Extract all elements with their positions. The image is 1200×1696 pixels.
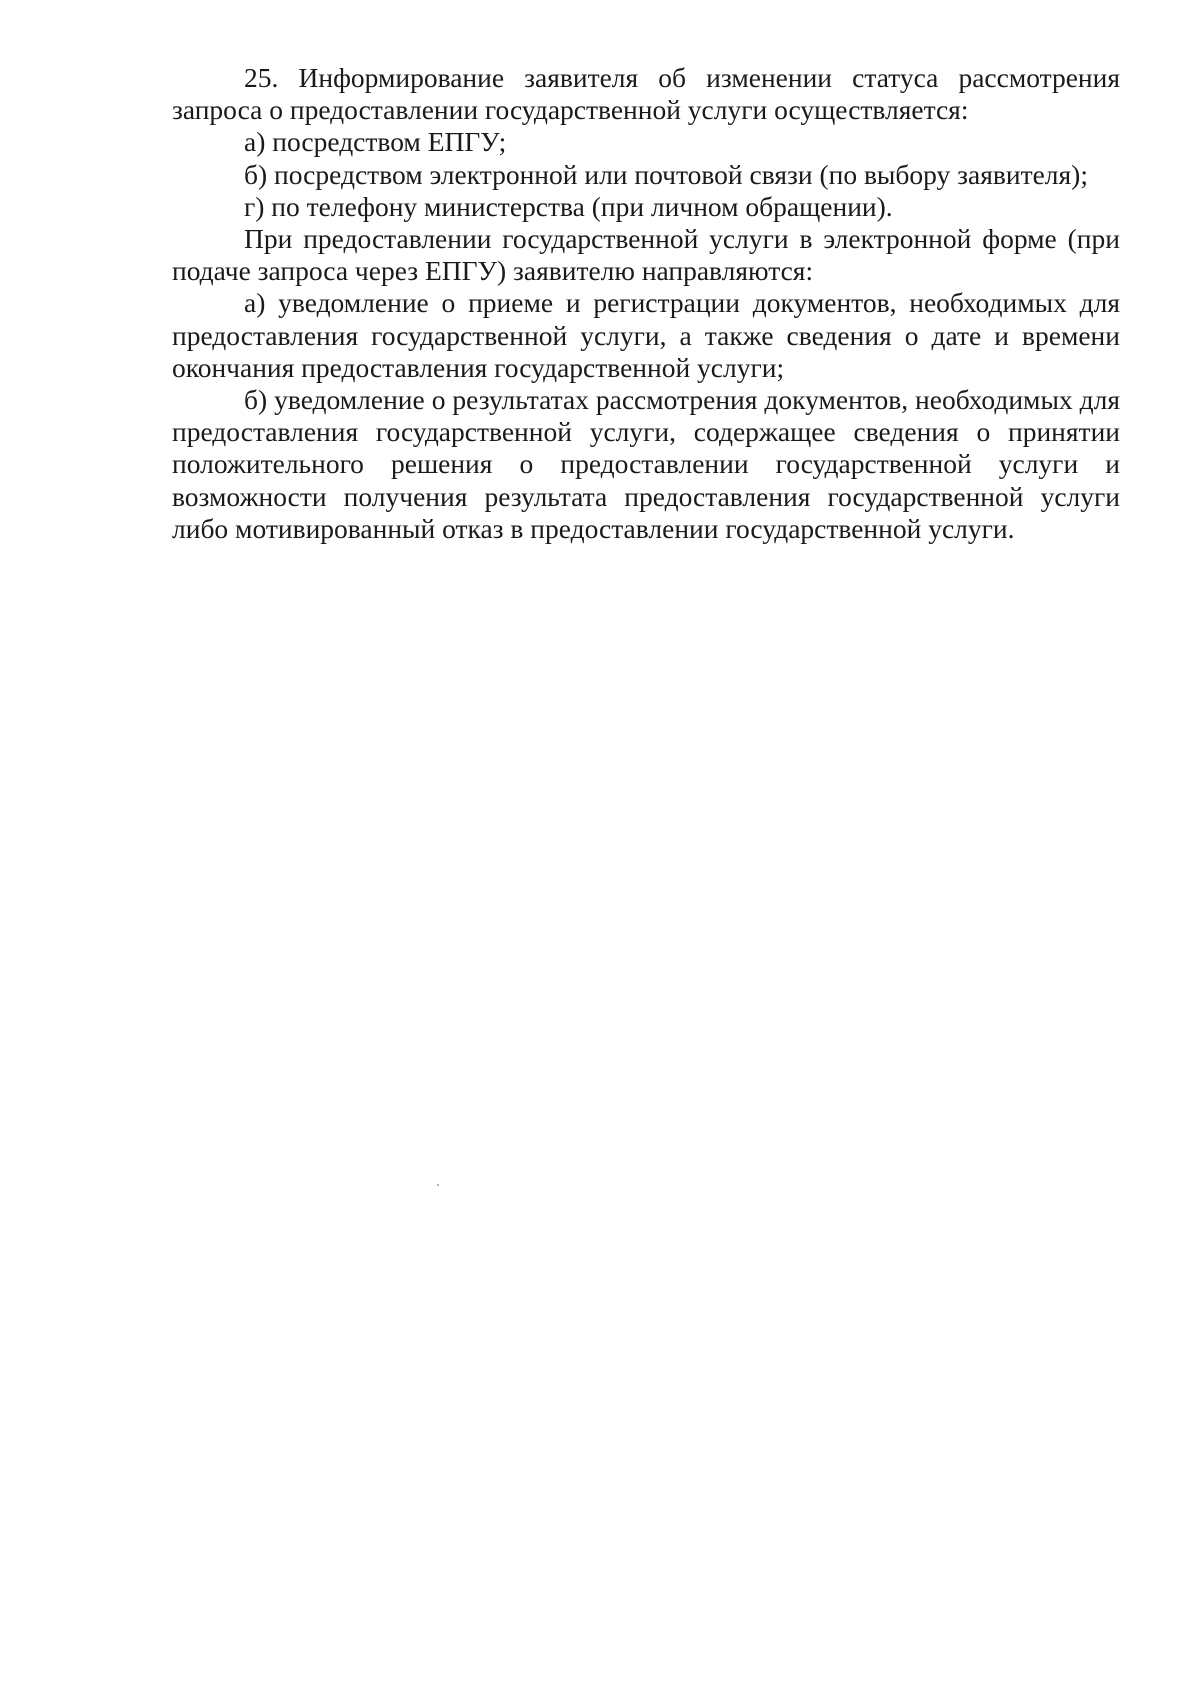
document-body xyxy=(172,62,1120,545)
list-item-g-phone: г) по телефону министерства (при личном обращении). xyxy=(244,190,893,222)
scan-speck xyxy=(437,1184,439,1186)
list-item-a-notification-receipt: а) уведомление о приеме и регистрации документов, необходимых для предоставления государственной услуги, а также сведения о дате и времени окончания предоставления государственной услуги; xyxy=(172,287,1120,383)
list-item-b-notification-result: б) уведомление о результатах рассмотрения документов, необходимых для предоставления государственной услуги, содержащее сведения о принятии положительного решения о предоставлении государственной услуги и возможности получения результата предоставления государственной услуги либо мотивированный отказ в предоставлении государственной услуги. xyxy=(172,384,1120,544)
list-item-a-epgu: а) посредством ЕПГУ; xyxy=(244,126,507,158)
list-item-b-email-post: б) посредством электронной или почтовой связи (по выбору заявителя); xyxy=(244,158,1088,190)
paragraph-electronic-form: При предоставлении государственной услуги в электронной форме (при подаче запроса через ЕПГУ) заявителю направляются: xyxy=(172,223,1120,287)
paragraph-25-intro: 25. Информирование заявителя об изменении статуса рассмотрения запроса о предоставлении государственной услуги осуществляется: xyxy=(172,62,1120,126)
